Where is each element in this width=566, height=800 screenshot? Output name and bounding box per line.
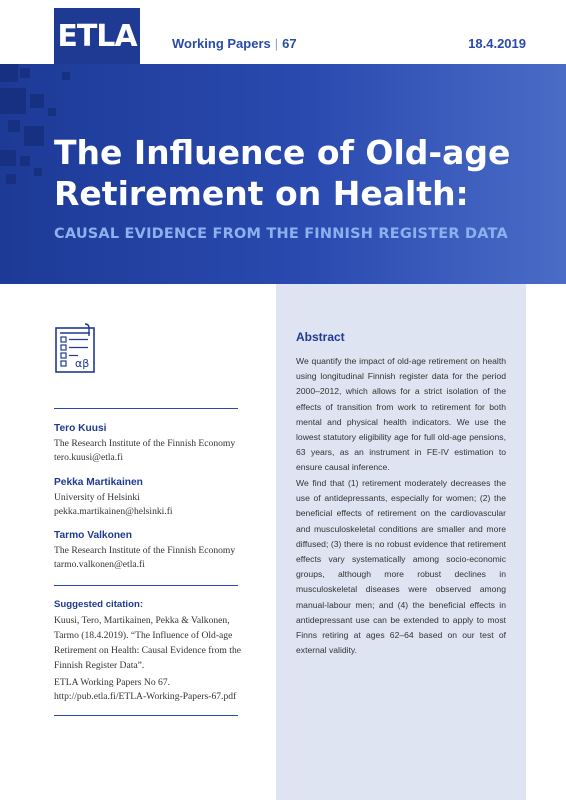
divider	[54, 585, 238, 586]
author-name: Tero Kuusi	[54, 423, 107, 434]
document-alpha-beta-icon	[54, 322, 96, 374]
decor-square	[0, 88, 26, 114]
decor-square	[24, 126, 44, 146]
abstract-heading: Abstract	[296, 330, 345, 344]
decor-square	[20, 68, 30, 78]
author-affiliation: The Research Institute of the Finnish Economy	[54, 438, 236, 449]
working-paper-number: ETLA Working Papers No 67.	[54, 677, 171, 688]
decor-square	[48, 108, 56, 116]
decor-square	[6, 174, 16, 184]
author-name: Tarmo Valkonen	[54, 530, 132, 541]
page-subtitle: CAUSAL EVIDENCE FROM THE FINNISH REGISTER DATA	[54, 226, 508, 242]
alpha-beta-glyph: αβ	[75, 357, 90, 370]
divider	[54, 408, 238, 409]
decor-square	[0, 64, 18, 82]
author-email: tero.kuusi@etla.fi	[54, 452, 124, 463]
author-affiliation: The Research Institute of the Finnish Economy	[54, 545, 236, 556]
working-paper-link[interactable]: http://pub.etla.fi/ETLA-Working-Papers-67.pdf	[54, 691, 237, 702]
decor-square	[30, 94, 44, 108]
page-title	[54, 132, 524, 214]
decor-square	[20, 156, 30, 166]
title-line: Retirement on Health:	[54, 174, 469, 213]
author-email: pekka.martikainen@helsinki.fi	[54, 506, 173, 517]
series-name: Working Papers	[172, 36, 271, 51]
decor-square	[34, 168, 42, 176]
series-label	[172, 36, 297, 51]
citation-text: Kuusi, Tero, Martikainen, Pekka & Valkonen, Tarmo (18.4.2019). “The Influence of Old-age Retirement on Health: Causal Evidence from the Finnish Register Data”.	[54, 615, 242, 671]
decor-square	[0, 150, 16, 166]
citation-heading: Suggested citation:	[54, 599, 144, 610]
abstract-paragraph-2: We find that (1) retirement moderately decreases the use of antidepressants, especially for women; (2) the beneficial effects of retirement on the cardiovascular and musculoskeletal conditions are smaller and more diffused; (3) there is no robust evidence that retirement effects vary systematically among socio-economic groups, although more robust declines in musculoskeletal diseases were observed among manual-labour men; and (4) the beneficial effects in antidepressant use can be extended to apply to most Finns retiring at ages 62–64 based on our test of external validity.	[296, 478, 506, 656]
decor-square	[62, 72, 70, 80]
divider	[54, 715, 238, 716]
abstract-paragraph-1: We quantify the impact of old-age retirement on health using longitudinal Finnish register data for the period 2000–2012, which allows for a strict isolation of the effects of transition from work to retirement for both mental and physical health indicators. We use the lowest statutory eligibility age for full old-age pensions, 63 years, as an instrument in FE-IV estimation to ensure causal inference.	[296, 356, 506, 473]
author-email: tarmo.valkonen@etla.fi	[54, 559, 145, 570]
decor-square	[8, 120, 20, 132]
etla-logo: ETLA	[54, 8, 140, 64]
author-affiliation: University of Helsinki	[54, 492, 140, 503]
author-name: Pekka Martikainen	[54, 477, 143, 488]
series-number: 67	[282, 36, 297, 51]
publication-date: 18.4.2019	[468, 36, 526, 51]
title-line: The Influence of Old-age	[54, 133, 511, 172]
series-separator: |	[274, 36, 279, 51]
